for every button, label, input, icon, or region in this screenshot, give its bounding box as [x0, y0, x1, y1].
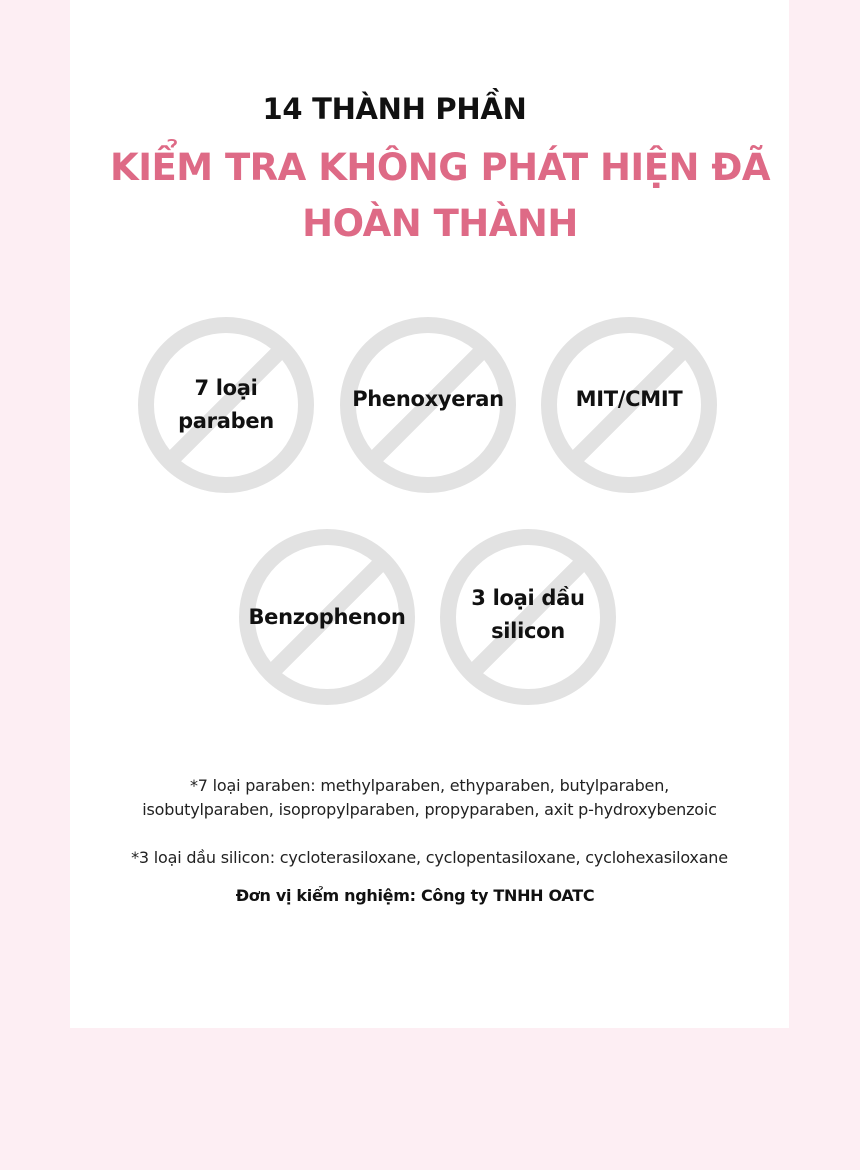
ingredient-badge-mit-cmit: [541, 317, 717, 493]
ingredient-label: 3 loại dầu silicon: [471, 586, 585, 643]
page-title: 14 THÀNH PHẦN: [262, 92, 527, 126]
ingredient-badge-phenoxyeran: [340, 317, 516, 493]
ingredient-badge-silicon: [440, 529, 616, 705]
paraben-footnote-line-2: isobutylparaben, isopropylparaben, propyparaben, axit p-hydroxybenzoic: [142, 800, 717, 819]
ingredient-label: Benzophenon: [248, 604, 406, 629]
ingredient-label: Phenoxyeran: [352, 386, 504, 411]
ingredient-badge-paraben: [138, 317, 314, 493]
ingredient-badge-benzophenon: [239, 529, 415, 705]
ingredient-label: 7 loại paraben: [178, 376, 274, 433]
content-card: [70, 0, 789, 1028]
silicon-footnote: *3 loại dầu silicon: cycloterasiloxane, cyclopentasiloxane, cyclohexasiloxane: [131, 848, 728, 867]
ingredient-label: MIT/CMIT: [575, 386, 683, 411]
page-subtitle: KIỂM TRA KHÔNG PHÁT HIỆN ĐÃ HOÀN THÀNH: [110, 146, 770, 245]
testing-unit: Đơn vị kiểm nghiệm: Công ty TNHH OATC: [235, 886, 595, 905]
paraben-footnote-line-1: *7 loại paraben: methylparaben, ethyparaben, butylparaben,: [189, 776, 670, 795]
